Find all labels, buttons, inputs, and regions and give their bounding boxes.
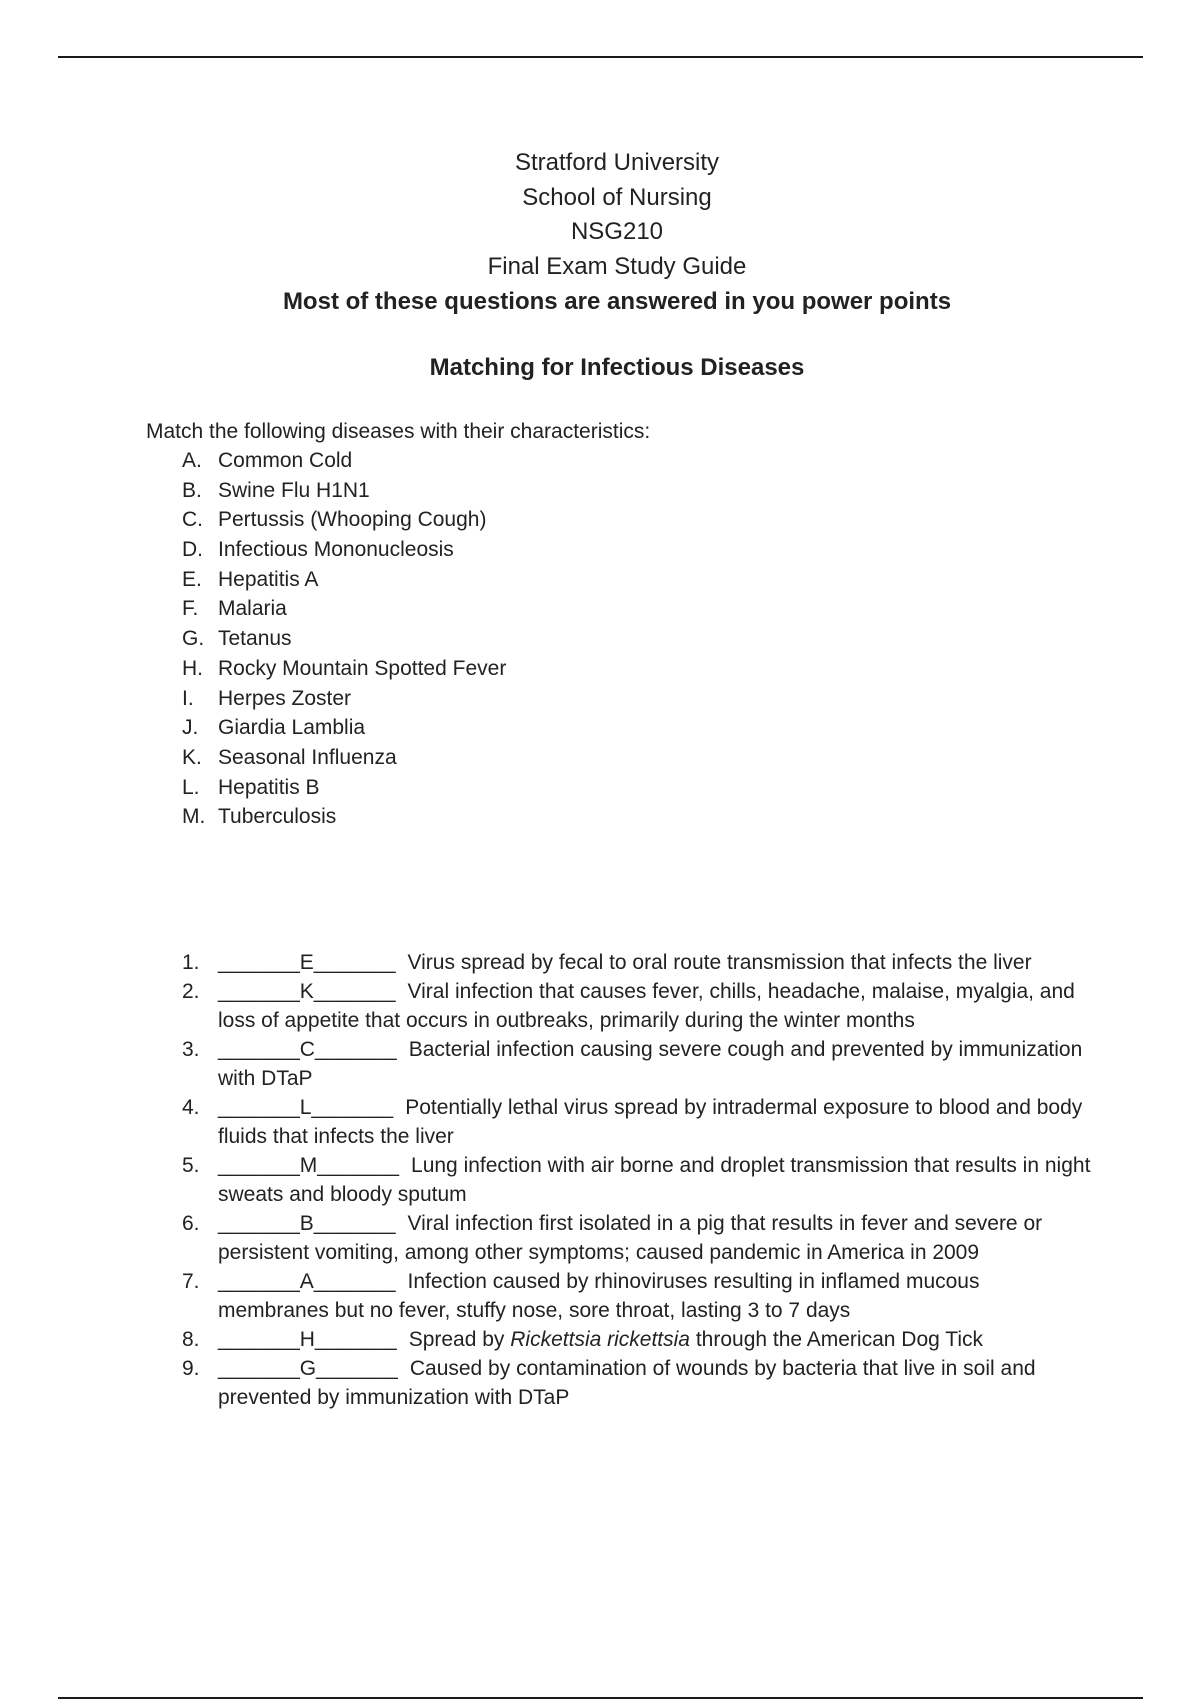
question-text: Potentially lethal virus spread by intradermal exposure to blood and body fluids that infects the liver [218,1096,1083,1148]
study-note: Most of these questions are answered in you power points [282,288,952,315]
disease-letter: G. [182,627,205,651]
answer-blank: _______E_______ [218,951,396,974]
disease-name: Swine Flu H1N1 [218,478,370,502]
disease-name: Tuberculosis [218,805,337,829]
question-number: 2. [182,980,200,1003]
question-item [182,1267,1092,1325]
disease-item [182,535,506,565]
disease-name: Seasonal Influenza [218,745,397,769]
disease-letter: B. [182,478,202,502]
disease-item [182,654,506,684]
question-text: Lung infection with air borne and droplet transmission that results in night sweats and bloody sputum [218,1154,1091,1206]
matching-questions [182,948,1092,1412]
disease-item [182,505,506,535]
question-item [182,1325,1092,1354]
disease-item [182,565,506,595]
question-text-before: Spread by [408,1328,505,1351]
document-header [0,146,1200,384]
disease-name: Common Cold [218,449,353,472]
answer-blank: _______L_______ [218,1096,394,1119]
disease-letter: M. [182,805,206,829]
disease-item [182,802,506,832]
disease-letter: F. [182,597,199,621]
question-text: Viral infection that causes fever, chills, headache, malaise, myalgia, and loss of appetite that occurs in outbreaks, primarily during the winter months [218,980,1075,1032]
disease-item [182,624,506,654]
disease-name: Rocky Mountain Spotted Fever [218,656,507,680]
question-item [182,1093,1092,1151]
answer-blank: _______B_______ [218,1212,396,1235]
question-number: 5. [182,1154,200,1177]
disease-item [182,773,506,803]
question-text: Virus spread by fecal to oral route transmission that infects the liver [407,951,1032,974]
question-text-after: through the American Dog Tick [695,1328,983,1351]
guide-title: Final Exam Study Guide [487,252,747,280]
disease-letter: C. [182,508,203,532]
question-item [182,977,1092,1035]
answer-blank: _______C_______ [218,1038,397,1061]
disease-name: Tetanus [218,627,292,651]
disease-item [182,713,506,743]
matching-instructions: Match the following diseases with their characteristics: [146,420,651,443]
disease-name: Infectious Mononucleosis [218,538,454,562]
answer-blank: _______K_______ [218,980,396,1003]
question-text: Infection caused by rhinoviruses resulting in inflamed mucous membranes but no fever, stuffy nose, sore throat, lasting 3 to 7 days [218,1270,980,1322]
question-number: 6. [182,1212,200,1235]
question-item [182,1035,1092,1093]
disease-letter: E. [182,567,202,591]
disease-item [182,594,506,624]
disease-name: Hepatitis A [218,567,319,591]
question-number: 7. [182,1270,200,1293]
disease-item [182,743,506,773]
question-text: Bacterial infection causing severe cough and prevented by immunization with DTaP [218,1038,1083,1090]
top-rule [58,56,1143,58]
disease-name: Pertussis (Whooping Cough) [218,508,487,532]
question-text-italic: Rickettsia rickettsia [510,1328,690,1351]
question-item [182,1151,1092,1209]
disease-letter: H. [182,656,203,680]
section-title: Matching for Infectious Diseases [429,354,805,381]
question-item [182,948,1092,977]
question-text: Viral infection first isolated in a pig that results in fever and severe or persistent vomiting, among other symptoms; caused pandemic in America in 2009 [218,1212,1043,1264]
question-number: 3. [182,1038,200,1061]
disease-item [182,446,506,476]
question-text: Caused by contamination of wounds by bacteria that live in soil and prevented by immunization with DTaP [218,1357,1036,1409]
question-number: 9. [182,1357,200,1380]
question-item [182,1209,1092,1267]
disease-item [182,476,506,506]
university-name: Stratford University [514,149,720,176]
disease-letter: D. [182,538,203,562]
answer-blank: _______A_______ [218,1270,396,1293]
bottom-rule [58,1697,1143,1699]
question-number: 4. [182,1096,200,1119]
disease-letter: J. [182,716,199,740]
question-number: 1. [182,951,200,974]
disease-list [182,446,506,832]
school-name: School of Nursing [522,183,712,211]
disease-letter: A. [182,449,202,472]
disease-letter: L. [182,775,200,799]
answer-blank: _______H_______ [218,1328,397,1351]
answer-blank: _______M_______ [218,1154,400,1177]
answer-blank: _______G_______ [218,1357,398,1380]
question-item [182,1354,1092,1412]
disease-letter: I. [182,686,194,710]
course-code: NSG210 [570,218,664,245]
disease-name: Herpes Zoster [218,686,352,710]
disease-name: Hepatitis B [218,775,320,799]
question-number: 8. [182,1328,200,1351]
disease-name: Giardia Lamblia [218,716,366,740]
disease-name: Malaria [218,597,287,621]
disease-item [182,684,506,714]
disease-letter: K. [182,745,202,769]
